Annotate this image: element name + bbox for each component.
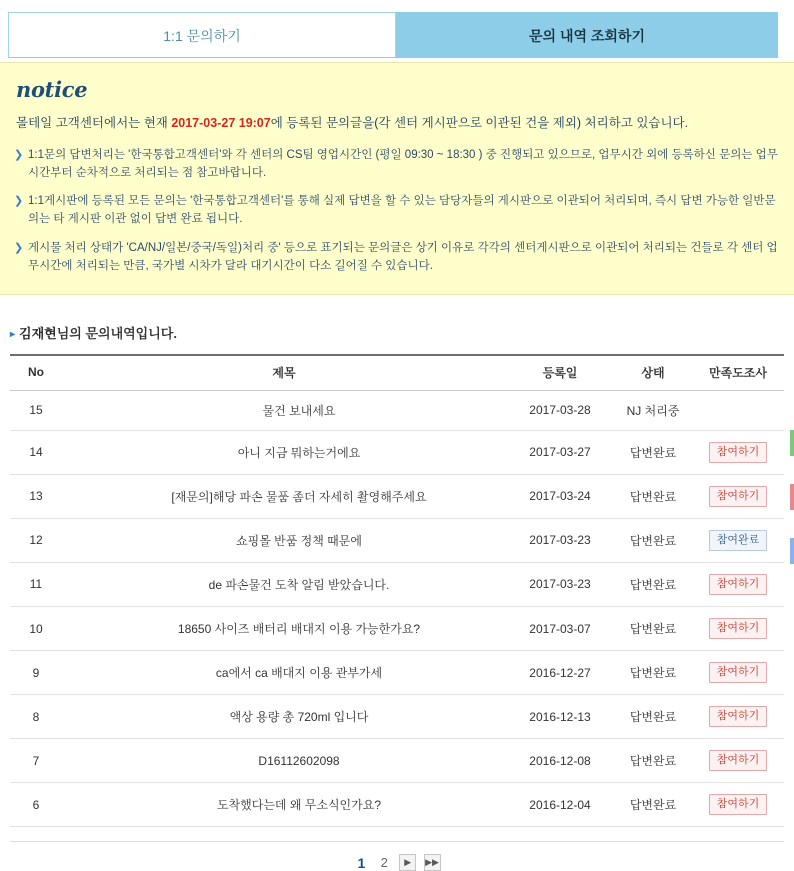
- notice-list-item-text: 1:1게시판에 등록된 모든 문의는 '한국통합고객센터'를 통해 실제 답변을 할 수 있는 담당자들의 게시판으로 이관되어 처리되며, 즉시 답변 가능한 일반문의는 타 게시판 이관 없이 답변 완료 됩니다.: [28, 195, 776, 226]
- cell-state: 답변완료: [614, 783, 692, 827]
- page-title: [10, 323, 794, 342]
- notice-lead-suffix: 에 등록된 문의글을(각 센터 게시판으로 이관된 건을 제외) 처리하고 있습니다.: [270, 116, 689, 130]
- cell-no: 9: [10, 651, 62, 695]
- inquiry-link[interactable]: [재문의]해당 파손 물품 좀더 자세히 촬영해주세요: [171, 489, 427, 504]
- cell-survey: [692, 390, 784, 430]
- cell-date: 2016-12-27: [506, 651, 614, 695]
- cell-subject[interactable]: [62, 430, 506, 474]
- cell-state: 답변완료: [614, 518, 692, 562]
- page-link-1[interactable]: 1: [357, 854, 366, 871]
- cell-date: 2017-03-27: [506, 430, 614, 474]
- cell-date: 2016-12-08: [506, 739, 614, 783]
- tab-inquiry-history[interactable]: [396, 12, 778, 58]
- cell-subject[interactable]: [62, 651, 506, 695]
- notice-list: [14, 147, 780, 276]
- cell-no: 10: [10, 607, 62, 651]
- edge-color-marks: [790, 430, 794, 592]
- notice-lead-prefix: 몰테일 고객센터에서는 현재: [16, 116, 172, 130]
- table-row[interactable]: [10, 390, 784, 430]
- survey-button[interactable]: 참여하기: [709, 442, 768, 463]
- pagination: [10, 841, 784, 871]
- cell-state: 답변완료: [614, 695, 692, 739]
- cell-survey: [692, 739, 784, 783]
- triangle-right-icon: ▸: [10, 328, 16, 340]
- notice-list-item-text: 게시물 처리 상태가 'CA/NJ/일본/중국/독일)처리 중' 등으로 표기되는 문의글은 상기 이유로 각각의 센터게시판으로 이관되어 처리되는 건들로 각 센터 업무시간에 처리되는 만큼, 국가별 시차가 달라 대기시간이 다소 길어질 수 있습니다.: [28, 242, 778, 272]
- cell-survey: [692, 607, 784, 651]
- cell-state: 답변완료: [614, 430, 692, 474]
- edge-mark-red: [790, 484, 794, 510]
- cell-state: 답변완료: [614, 562, 692, 606]
- cell-survey: [692, 518, 784, 562]
- inquiry-list-container: [0, 354, 794, 871]
- survey-button[interactable]: 참여하기: [709, 618, 768, 639]
- cell-no: 13: [10, 474, 62, 518]
- cell-state: 답변완료: [614, 651, 692, 695]
- table-row[interactable]: [10, 739, 784, 783]
- notice-list-item-text: 1:1문의 답변처리는 '한국통합고객센터'와 각 센터의 CS팀 영업시간인 (평일 09:30 ~ 18:30 ) 중 진행되고 있으므로, 업무시간 외에 등록하신 문의는 업무시간부터 순차적으로 처리되는 점 참고바랍니다.: [28, 148, 778, 179]
- cell-date: 2017-03-07: [506, 607, 614, 651]
- cell-survey: [692, 562, 784, 606]
- last-page-icon[interactable]: ▶▶: [424, 854, 441, 871]
- table-header: [10, 355, 784, 391]
- column-header-date: 등록일: [506, 355, 614, 391]
- inquiry-link[interactable]: ca에서 ca 배대지 이용 관부가세: [215, 666, 383, 681]
- tab-bar: [0, 0, 794, 58]
- survey-button[interactable]: 참여하기: [709, 794, 768, 815]
- cell-state: 답변완료: [614, 607, 692, 651]
- table-row[interactable]: [10, 783, 784, 827]
- cell-subject[interactable]: [62, 607, 506, 651]
- cell-date: 2017-03-28: [506, 390, 614, 430]
- tab-inquiry-write-label: 1:1 문의하기: [163, 28, 241, 44]
- cell-date: 2017-03-24: [506, 474, 614, 518]
- column-header-survey: 만족도조사: [692, 355, 784, 391]
- inquiry-link[interactable]: 도착했다는데 왜 무소식인가요?: [216, 798, 382, 813]
- table-row[interactable]: [10, 430, 784, 474]
- notice-lead-highlight: 2017-03-27 19:07: [171, 116, 271, 130]
- inquiry-link[interactable]: 아니 지금 뭐하는거에요: [237, 445, 361, 460]
- cell-subject[interactable]: [62, 518, 506, 562]
- tab-inquiry-write[interactable]: [8, 12, 396, 58]
- table-row[interactable]: [10, 518, 784, 562]
- notice-list-item: [14, 147, 780, 183]
- chevron-right-icon: ❯: [14, 195, 24, 208]
- edge-mark-green: [790, 430, 794, 456]
- cell-subject[interactable]: [62, 390, 506, 430]
- cell-no: 7: [10, 739, 62, 783]
- cell-subject[interactable]: [62, 474, 506, 518]
- table-header-row: [10, 355, 784, 391]
- notice-lead: [16, 114, 780, 133]
- inquiry-link[interactable]: 쇼핑몰 반품 정책 때문에: [236, 533, 362, 548]
- survey-button[interactable]: 참여완료: [709, 530, 768, 551]
- cell-state: NJ 처리중: [614, 390, 692, 430]
- next-page-icon[interactable]: ▶: [399, 854, 416, 871]
- notice-title: notice: [16, 77, 88, 102]
- table-row[interactable]: [10, 695, 784, 739]
- cell-date: 2016-12-04: [506, 783, 614, 827]
- inquiry-link[interactable]: 18650 사이즈 배터리 배대지 이용 가능한가요?: [177, 622, 421, 637]
- table-row[interactable]: [10, 651, 784, 695]
- notice-panel: [0, 62, 794, 295]
- notice-list-item: [14, 193, 780, 229]
- cell-no: 14: [10, 430, 62, 474]
- page-title-suffix: 님의 문의내역입니다.: [56, 325, 177, 341]
- cell-no: 12: [10, 518, 62, 562]
- table-row[interactable]: [10, 474, 784, 518]
- cell-date: 2017-03-23: [506, 518, 614, 562]
- inquiry-link[interactable]: 물건 보내세요: [262, 403, 336, 418]
- survey-button[interactable]: 참여하기: [709, 662, 768, 683]
- column-header-state: 상태: [614, 355, 692, 391]
- inquiry-link[interactable]: D16112602098: [258, 753, 340, 768]
- cell-no: 11: [10, 562, 62, 606]
- tab-inquiry-history-label: 문의 내역 조회하기: [529, 28, 645, 44]
- cell-subject[interactable]: [62, 739, 506, 783]
- survey-button[interactable]: 참여하기: [709, 486, 768, 507]
- cell-state: 답변완료: [614, 739, 692, 783]
- chevron-right-icon: ❯: [14, 242, 24, 254]
- inquiry-link[interactable]: de 파손물건 도착 알림 받았습니다.: [208, 577, 390, 592]
- table-row[interactable]: [10, 562, 784, 606]
- page-title-user: 김재현: [19, 325, 57, 341]
- chevron-right-icon: ❯: [14, 148, 24, 161]
- cell-survey: [692, 474, 784, 518]
- cell-survey: [692, 783, 784, 827]
- cell-subject[interactable]: [62, 562, 506, 606]
- inquiry-link[interactable]: 액상 용량 총 720ml 입니다: [229, 710, 369, 725]
- survey-button[interactable]: 참여하기: [709, 574, 768, 595]
- cell-no: 15: [10, 390, 62, 430]
- cell-no: 8: [10, 695, 62, 739]
- edge-mark-blue: [790, 538, 794, 564]
- table-body: [10, 390, 784, 827]
- cell-survey: [692, 430, 784, 474]
- column-header-no: No: [10, 355, 62, 391]
- cell-survey: [692, 695, 784, 739]
- inquiry-table: [10, 354, 784, 828]
- cell-subject[interactable]: [62, 783, 506, 827]
- cell-survey: [692, 651, 784, 695]
- survey-button[interactable]: 참여하기: [709, 750, 768, 771]
- cell-no: 6: [10, 783, 62, 827]
- survey-button[interactable]: 참여하기: [709, 706, 768, 727]
- cell-state: 답변완료: [614, 474, 692, 518]
- cell-subject[interactable]: [62, 695, 506, 739]
- cell-date: 2016-12-13: [506, 695, 614, 739]
- page-link-2[interactable]: 2: [380, 855, 388, 871]
- column-header-subject: 제목: [62, 355, 506, 391]
- notice-list-item: [14, 240, 780, 276]
- cell-date: 2017-03-23: [506, 562, 614, 606]
- table-row[interactable]: [10, 607, 784, 651]
